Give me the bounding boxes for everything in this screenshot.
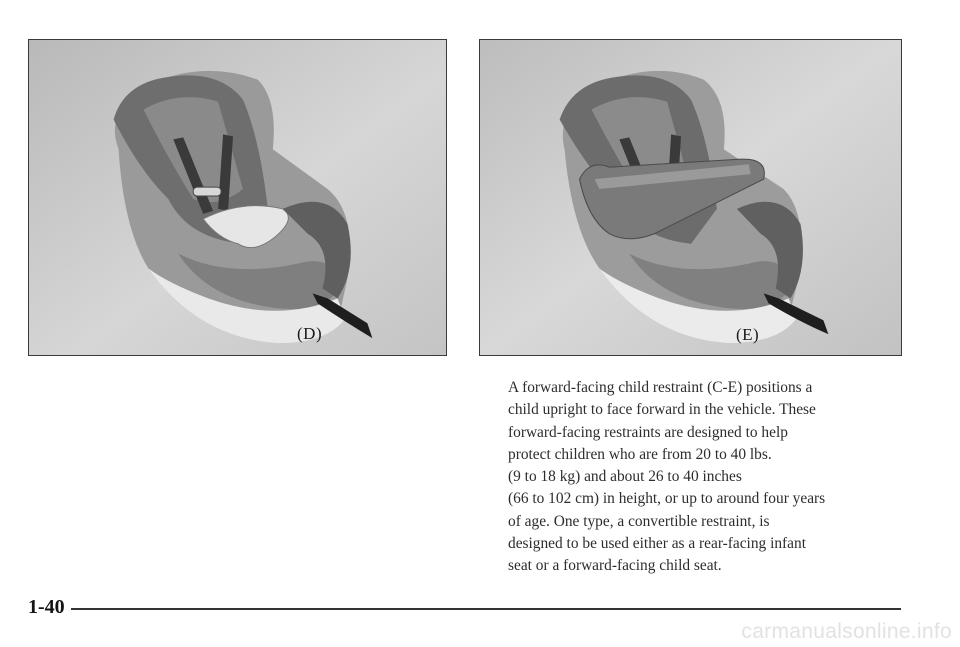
figure-d-child-seat-photo xyxy=(28,39,447,356)
body-line: of age. One type, a convertible restraint, is xyxy=(508,512,770,530)
body-line: protect children who are from 20 to 40 lbs. xyxy=(508,445,772,463)
body-line: designed to be used either as a rear-facing infant xyxy=(508,535,806,553)
body-line: (66 to 102 cm) in height, or up to around four years xyxy=(508,490,826,508)
child-seat-illustration-e xyxy=(480,40,901,355)
body-line: child upright to face forward in the vehicle. These xyxy=(508,401,816,419)
body-line: forward-facing restraints are designed to help xyxy=(508,423,788,441)
figure-d-label: (D) xyxy=(297,324,323,343)
body-line: seat or a forward-facing child seat. xyxy=(508,557,722,575)
figure-e-child-seat-photo xyxy=(479,39,902,356)
watermark-text: carmanualsonline.info xyxy=(741,620,952,643)
page-number: 1-40 xyxy=(28,596,65,618)
figure-e-label: (E) xyxy=(736,325,760,344)
body-line: A forward-facing child restraint (C-E) positions a xyxy=(508,379,813,396)
body-line: (9 to 18 kg) and about 26 to 40 inches xyxy=(508,468,742,486)
body-paragraph xyxy=(508,377,908,578)
child-seat-illustration-d xyxy=(29,40,446,355)
footer-rule xyxy=(71,608,901,610)
